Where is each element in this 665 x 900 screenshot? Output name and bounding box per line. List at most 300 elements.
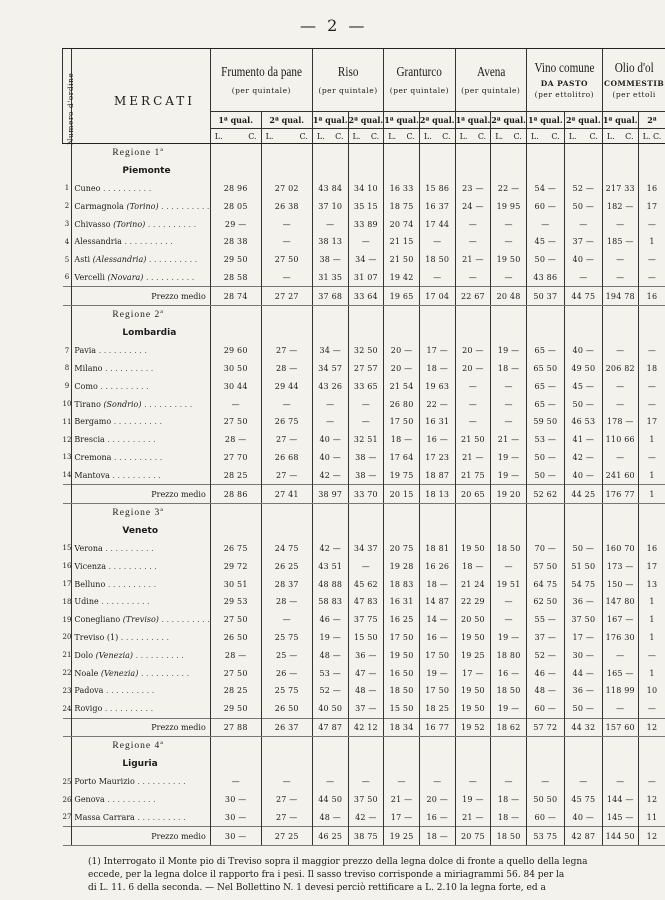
market-name [72,540,210,558]
price-cell: 64 75 [526,575,564,593]
empty-cell [602,324,638,342]
price-cell: 50 37 [526,287,564,306]
empty-cell [261,162,312,180]
price-cell: 44 50 [312,791,348,809]
market-row [63,791,665,809]
market-city: Padova [74,686,104,696]
empty-cell [419,737,455,755]
price-cell: 20 — [384,360,420,378]
price-cell: 33 65 [348,377,384,395]
price-cell: 44 75 [564,287,602,306]
quality-label: 1ª qual. [602,112,638,129]
empty-cell [526,162,564,180]
price-cell: 41 — [564,431,602,449]
price-cell: 44 25 [564,485,602,504]
order-number: 25 [62,777,72,786]
empty-cell [261,737,312,755]
price-cell: — [638,251,665,269]
empty-cell [261,144,312,162]
price-cell: 16 77 [419,718,455,737]
price-cell: 27 50 [210,413,261,431]
market-name [72,700,210,718]
price-cell: 16 31 [419,413,455,431]
price-cell: — [491,593,527,611]
commodity-unit: (per ettoli [612,90,656,99]
order-number: 16 [62,562,72,571]
price-cell: 43 86 [526,269,564,287]
price-cell: 20 — [455,342,491,360]
price-cell: 176 77 [602,485,638,504]
order-number: 22 [62,669,72,677]
market-row [63,431,665,449]
market-row [63,540,665,558]
price-cell: 17 — [419,342,455,360]
unit-centesimi: C. [513,131,522,141]
market-province: (Venezia) [100,668,139,678]
price-cell: 18 81 [419,540,455,558]
empty-cell [210,306,261,324]
market-province: (Treviso) [122,615,159,625]
quality-label: 2ª qual. [491,112,527,129]
price-cell: 18 — [455,557,491,575]
price-cell: — [491,773,527,791]
region-row [63,306,665,324]
unit-lire: L. [214,131,223,141]
price-cell: 1 [638,611,665,629]
price-cell: 25 75 [261,682,312,700]
market-city: Bergamo [74,417,112,427]
empty-cell [491,503,527,521]
price-cell: 28 37 [261,575,312,593]
price-cell: 58 83 [312,593,348,611]
empty-cell [638,162,665,180]
market-name [72,664,210,682]
empty-cell [564,306,602,324]
empty-cell [638,306,665,324]
empty-cell [564,162,602,180]
order-cell [63,522,72,540]
price-cell: 16 33 [384,180,420,198]
empty-cell [312,755,348,773]
price-cell: 30 — [564,646,602,664]
price-cell: 16 37 [419,197,455,215]
region-name-cell [72,324,210,342]
order-number: 3 [64,220,70,229]
price-cell: 25 — [261,646,312,664]
price-cell: 21 15 [384,233,420,251]
price-cell: 27 — [261,466,312,484]
commodity-unit: (per quintale) [389,86,450,95]
empty-cell [602,306,638,324]
price-cell: 17 — [564,629,602,647]
region-sub-row [63,522,665,540]
empty-cell [455,755,491,773]
market-row [63,773,665,791]
price-cell: 173 — [602,557,638,575]
price-cell: 29 50 [210,251,261,269]
price-cell: 1 [638,233,665,251]
order-number: 23 [62,686,72,695]
unit-centesimi: C. [335,131,344,141]
empty-cell [419,755,455,773]
unit-lire: L. [388,131,397,141]
empty-cell [384,737,420,755]
price-cell: 16 — [491,664,527,682]
market-name [72,360,210,378]
price-cell: — [638,342,665,360]
empty-cell [384,144,420,162]
price-cell: — [491,269,527,287]
market-province: (Torino) [113,219,146,229]
price-cell: 18 13 [419,485,455,504]
price-cell: 37 50 [348,791,384,809]
market-city: Vicenza [74,561,106,571]
leader-dots: . . . . . . . . . . [145,219,197,229]
price-cell: 37 10 [312,197,348,215]
empty-cell [455,737,491,755]
price-cell: 21 54 [384,377,420,395]
leader-dots: . . . . . . . . . . [103,686,155,696]
price-cell: 21 50 [455,431,491,449]
empty-cell [348,503,384,521]
region-name: Liguria [122,758,158,769]
price-cell: 65 — [526,377,564,395]
empty-cell [384,503,420,521]
price-cell: 34 10 [348,180,384,198]
price-cell: 157 60 [602,718,638,737]
quality-label: 2ª qual. [419,112,455,129]
price-cell: 22 — [491,180,527,198]
quality-label: 1ª qual. [312,112,348,129]
commodity-unit: (per quintale) [461,86,521,95]
quality-label: 1ª qual. [210,112,261,129]
unit-cell [210,129,261,144]
price-cell: 33 64 [348,287,384,306]
empty-cell [261,324,312,342]
price-cell: 182 — [602,197,638,215]
price-cell: — [348,395,384,413]
price-cell: 22 29 [455,593,491,611]
price-cell: 33 70 [348,485,384,504]
price-cell: 17 23 [419,449,455,467]
price-cell: 30 — [210,808,261,826]
order-number: 18 [62,597,72,606]
leader-dots: . . . . . . . . . . [104,795,156,805]
price-cell: 48 88 [312,575,348,593]
price-cell: 50 — [526,449,564,467]
unit-lire: L. [530,131,539,141]
price-cell: 26 75 [210,540,261,558]
price-cell: 29 — [210,215,261,233]
price-cell: — [419,773,455,791]
price-cell: 19 50 [455,540,491,558]
order-cell [63,144,72,162]
unit-cell [348,129,384,144]
price-cell: 18 80 [491,646,527,664]
price-cell: 40 — [312,431,348,449]
region-title: Regione 1ª [112,147,164,158]
price-cell: 48 — [348,682,384,700]
price-cell: 17 [638,557,665,575]
commodity-unit: (per ettolitro) [534,90,595,99]
empty-cell [210,755,261,773]
price-cell: 32 50 [348,342,384,360]
price-cell: 18 75 [384,197,420,215]
order-number: 21 [62,651,72,660]
quality-label: 1ª qual. [526,112,564,129]
price-cell: — [602,646,638,664]
leader-dots: . . . . . . . . . . [141,399,193,409]
average-label: Prezzo medio [72,287,210,306]
empty-cell [602,755,638,773]
price-cell: 70 — [526,540,564,558]
price-cell: 27 70 [210,449,261,467]
price-cell: 40 — [564,466,602,484]
price-cell: — [384,773,420,791]
price-cell: 19 25 [455,646,491,664]
unit-cell [564,129,602,144]
market-name [72,377,210,395]
price-cell: 18 50 [491,682,527,700]
price-cell: 19 50 [455,700,491,718]
price-cell: 28 — [261,360,312,378]
price-cell: 19 50 [491,251,527,269]
unit-centesimi: C. [589,131,598,141]
market-city: Alessandria [74,237,122,247]
price-cell: 37 50 [564,611,602,629]
price-cell: 18 50 [491,827,527,846]
order-number [63,718,72,737]
order-number: 2 [64,202,70,211]
empty-cell [210,144,261,162]
price-cell: 33 89 [348,215,384,233]
price-cell: 19 25 [384,827,420,846]
unit-centesimi: C. [370,131,380,141]
market-city: Chivasso [74,219,111,229]
price-cell: 20 65 [455,485,491,504]
empty-cell [455,162,491,180]
price-cell: 27 25 [261,827,312,846]
empty-cell [526,324,564,342]
price-cell: — [564,269,602,287]
price-cell: 38 — [348,449,384,467]
market-name [72,575,210,593]
price-cell: — [491,395,527,413]
order-number: 13 [62,453,72,462]
price-cell: — [526,773,564,791]
market-city: Vercelli [74,272,105,282]
price-cell: 20 50 [455,611,491,629]
price-cell: 42 12 [348,718,384,737]
market-row [63,413,665,431]
price-cell: 1 [638,431,665,449]
price-cell: 40 — [564,342,602,360]
empty-cell [638,503,665,521]
market-row [63,557,665,575]
empty-cell [348,162,384,180]
empty-cell [491,522,527,540]
price-cell: 217 33 [602,180,638,198]
price-cell: — [602,700,638,718]
price-cell: 15 50 [348,629,384,647]
price-cell: — [312,215,348,233]
price-cell: 38 — [312,251,348,269]
price-cell: 46 25 [312,827,348,846]
price-cell: 25 75 [261,629,312,647]
empty-cell [491,737,527,755]
market-city: Noale [74,668,99,678]
empty-cell [261,522,312,540]
order-number: 7 [64,346,70,355]
commodity-header [526,49,602,112]
empty-cell [384,324,420,342]
order-number: 27 [62,813,72,822]
price-cell: 19 20 [491,485,527,504]
unit-lire: L. [265,131,274,141]
unit-cell [526,129,564,144]
market-name [72,342,210,360]
price-cell: 32 51 [348,431,384,449]
price-cell: 30 51 [210,575,261,593]
price-cell: 19 52 [455,718,491,737]
quality-label: 2ª qual. [348,112,384,129]
market-city: Mantova [74,470,110,480]
order-number: 20 [62,633,72,642]
price-cell: 21 — [384,791,420,809]
price-cell: — [419,233,455,251]
price-cell: 16 — [419,808,455,826]
price-cell: 19 51 [491,575,527,593]
empty-cell [419,162,455,180]
market-row [63,575,665,593]
price-cell: 37 — [564,233,602,251]
leader-dots: . . . . . . . . . . [96,346,147,356]
price-cell: 10 [638,682,665,700]
market-name [72,449,210,467]
price-cell: 52 — [312,682,348,700]
empty-cell [564,522,602,540]
price-cell: 118 99 [602,682,638,700]
average-row [63,485,665,504]
unit-centesimi: C. [406,131,415,141]
market-row [63,629,665,647]
price-cell: 21 — [491,431,527,449]
order-number: 1 [64,184,70,193]
price-cell: 38 97 [312,485,348,504]
price-cell: 53 75 [526,827,564,846]
price-cell: 37 — [348,700,384,718]
region-name-cell [72,755,210,773]
price-cell: 27 50 [210,664,261,682]
region-name: Veneto [122,525,158,536]
empty-cell [210,503,261,521]
price-cell: 28 05 [210,197,261,215]
price-cell: 18 — [491,808,527,826]
price-cell: 18 — [419,360,455,378]
empty-cell [491,162,527,180]
market-name [72,557,210,575]
price-cell: 38 75 [348,827,384,846]
region-name: Piemonte [122,165,171,176]
price-cell: 28 — [210,646,261,664]
region-sub-row [63,324,665,342]
empty-cell [564,324,602,342]
price-cell: — [638,395,665,413]
price-cell: 17 — [384,808,420,826]
empty-cell [312,306,348,324]
price-cell: — [564,215,602,233]
price-cell: 49 50 [564,360,602,378]
market-city: Genova [74,795,105,805]
price-cell: 45 — [564,377,602,395]
price-cell: 1 [638,485,665,504]
empty-cell [638,755,665,773]
price-cell: 42 — [312,466,348,484]
empty-cell [419,522,455,540]
market-name [72,682,210,700]
market-row [63,180,665,198]
price-cell: 17 50 [384,413,420,431]
unit-lire: L. [459,131,468,141]
leader-dots: . . . . . . . . . . [111,452,163,462]
price-cell: 46 53 [564,413,602,431]
unit-cell [312,129,348,144]
empty-cell [210,324,261,342]
empty-cell [638,144,665,162]
order-number: 19 [62,615,72,624]
market-row [63,215,665,233]
empty-cell [348,522,384,540]
price-cell: — [602,215,638,233]
price-cell: 34 — [312,342,348,360]
order-cell [63,306,72,324]
market-row [63,682,665,700]
markets-header: MERCATI [114,94,196,108]
price-cell: 36 — [564,593,602,611]
price-cell: 27 41 [261,485,312,504]
price-cell: 45 62 [348,575,384,593]
leader-dots: . . . . . . . . . . [118,632,170,642]
price-cell: — [491,215,527,233]
price-cell: 29 72 [210,557,261,575]
market-row [63,197,665,215]
unit-centesimi: C. [652,131,662,141]
market-row [63,251,665,269]
market-row [63,360,665,378]
region-heading [72,503,210,521]
price-cell: — [638,700,665,718]
empty-cell [384,162,420,180]
market-row [63,395,665,413]
order-number: 26 [62,795,72,804]
empty-cell [526,306,564,324]
market-row [63,700,665,718]
empty-cell [261,755,312,773]
market-name [72,215,210,233]
price-cell: — [602,342,638,360]
empty-cell [564,503,602,521]
price-cell: — [526,215,564,233]
order-number: 14 [62,471,72,480]
price-cell: 42 — [348,808,384,826]
price-cell: 16 50 [384,664,420,682]
price-cell: — [564,773,602,791]
leader-dots: . . . . . . . . . . [109,470,161,480]
price-cell: 48 — [312,646,348,664]
empty-cell [638,324,665,342]
empty-cell [455,144,491,162]
quality-label: 1ª qual. [455,112,491,129]
